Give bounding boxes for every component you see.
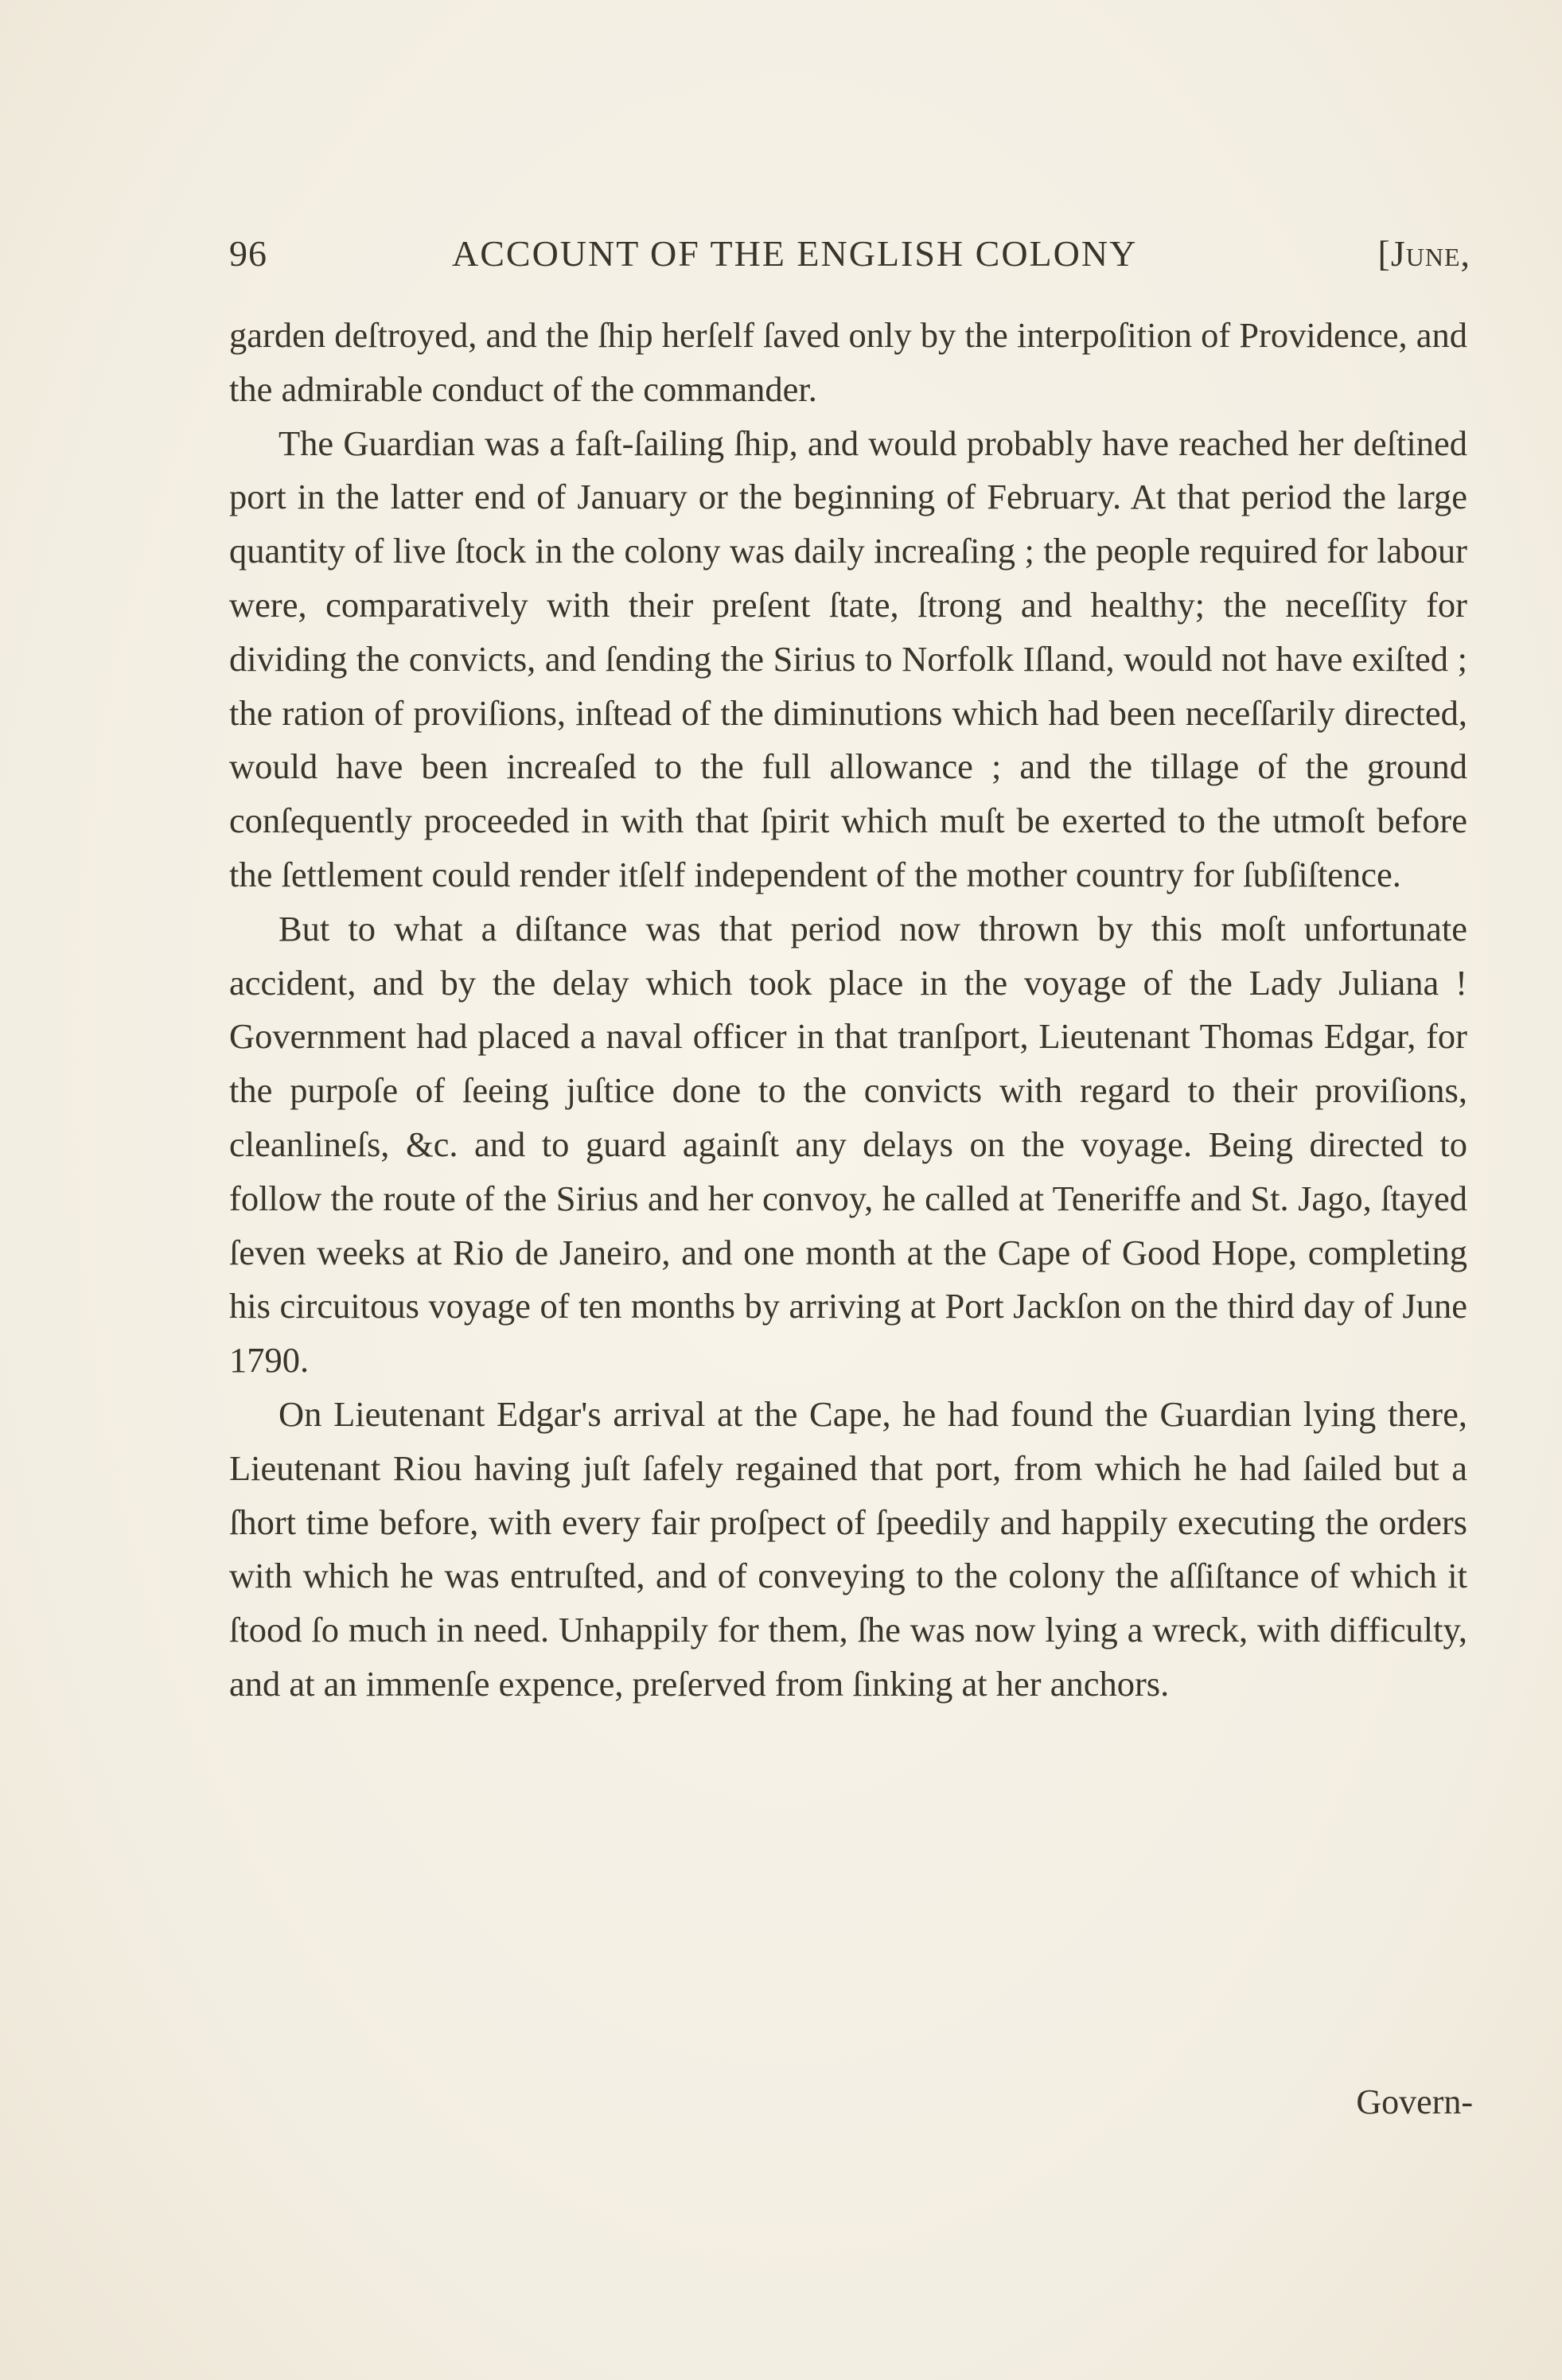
body-text	[229, 309, 1467, 1712]
running-head-month: [June,	[1377, 233, 1470, 274]
paragraph: But to what a diſtance was that period now thrown by this moſt unfortunate accident, and by the delay which took place in the voyage of the Lady Juliana ! Government had placed a naval officer in that tranſport, Lieutenant Thomas Edgar, for the purpoſe of ſeeing juſtice done to the convicts with regard to their proviſions, cleanlineſs, &c. and to guard againſt any delays on the voyage. Being directed to follow the route of the Sirius and her convoy, he called at Teneriffe and St. Jago, ſtayed ſeven weeks at Rio de Janeiro, and one month at the Cape of Good Hope, completing his circuitous voyage of ten months by arriving at Port Jackſon on the third day of June 1790.	[229, 908, 1467, 1381]
page-number: 96	[229, 233, 267, 274]
catchword: Govern-	[1356, 2082, 1473, 2121]
paragraph: On Lieutenant Edgar's arrival at the Cape, he had found the Guardian lying there, Lieutenant Riou having juſt ſafely regained that port, from which he had ſailed but a ſhort time before, with every fair proſpect of ſpeedily and happily executing the orders with which he was entruſted, and of conveying to the colony the aſſiſtance of which it ſtood ſo much in need. Unhappily for them, ſhe was now lying a wreck, with difficulty, and at an immenſe expence, preſerved from ſinking at her anchors.	[229, 1393, 1467, 1704]
paragraph: The Guardian was a faſt-ſailing ſhip, and would probably have reached her deſtined port in the latter end of January or the beginning of February. At that period the large quantity of live ſtock in the colony was daily increaſing ; the people required for labour were, comparatively with their preſent ſtate, ſtrong and healthy; the neceſſity for dividing the convicts, and ſending the Sirius to Norfolk Iſland, would not have exiſted ; the ration of proviſions, inſtead of the diminutions which had been neceſſarily directed, would have been increaſed to the full allowance ; and the tillage of the ground conſequently proceeded in with that ſpirit which muſt be exerted to the utmoſt before the ſettlement could render itſelf independent of the mother country for ſubſiſtence.	[229, 423, 1467, 894]
running-head	[229, 232, 1470, 280]
running-head-title: ACCOUNT OF THE ENGLISH COLONY	[452, 233, 1138, 274]
paragraph-continued: garden deſtroyed, and the ſhip herſelf ſaved only by the interpoſition of Providence, and the admirable conduct of the commander.	[229, 315, 1467, 409]
